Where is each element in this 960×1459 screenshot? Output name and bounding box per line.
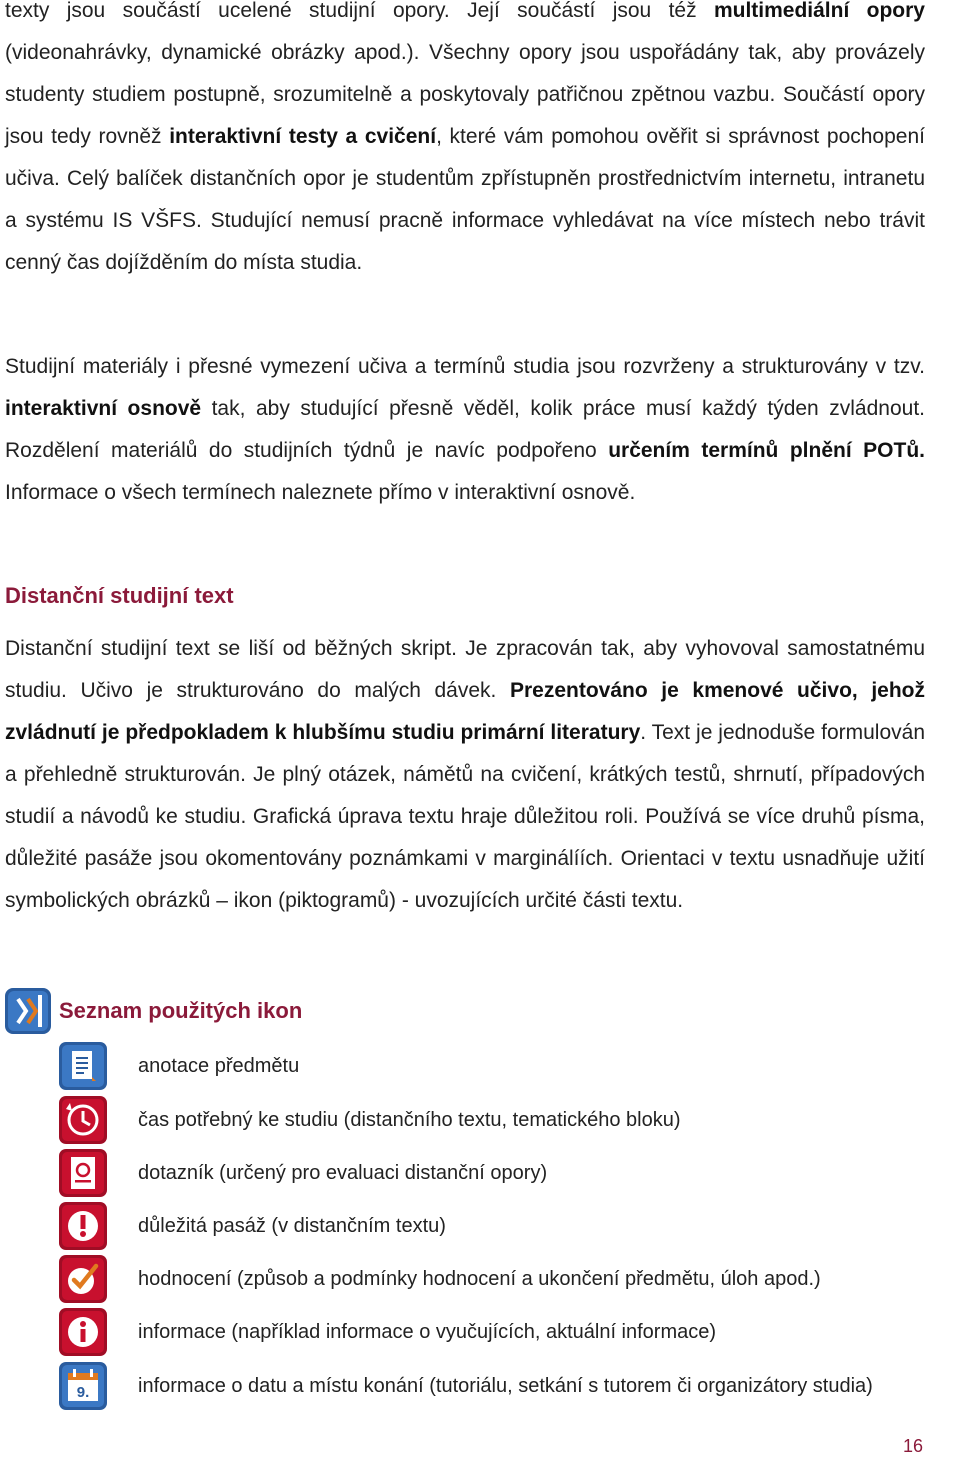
icon-label: anotace předmětu [138, 1054, 300, 1077]
icon-label: informace o datu a místu konání (tutoriálu, setkání s tutorem či organizátory studia) [138, 1374, 873, 1397]
emphasized-text: určením termínů plnění POTů. [608, 439, 925, 462]
icon-row-study-time [58, 1096, 681, 1144]
icon-row-information [58, 1308, 716, 1356]
text-segment: (videonahrávky, dynamické obrázky apod.). Všechny opory jsou uspořádány tak, aby provázely studenty studiem postupně, srozumitelně a poskytovaly patřičnou zpětnou vazbu. Součástí opory jsou tedy rovněž [5, 41, 925, 148]
icon-label: důležitá pasáž (v distančním textu) [138, 1214, 446, 1237]
paragraph-distance-text [5, 628, 925, 922]
icon-row-important [58, 1202, 446, 1250]
text-segment: . Text je jednoduše formulován a přehledně strukturován. Je plný otázek, námětů na cvičení, krátkých testů, shrnutí, případových studií a návodů ke studiu. Grafická úprava textu hraje důležitou roli. Používá se více druhů písma, důležité pasáže jsou okomentovány poznámkami v marginálíích. Orientaci v textu usnadňuje užití symbolických obrázků – ikon (piktogramů) - uvozujících určité části textu. [5, 721, 925, 912]
text-segment: texty jsou součástí ucelené studijní opory. Její součástí jsou též [5, 0, 714, 22]
important-icon [58, 1201, 108, 1251]
text-segment: Distanční studijní text se liší od běžných skript. Je zpracován tak, aby vyhovoval samostatnému studiu. Učivo je strukturováno do malých dávek. [5, 637, 925, 702]
icon-label: informace (například informace o vyučujících, aktuální informace) [138, 1320, 717, 1343]
section-heading: Distanční studijní text [5, 583, 234, 608]
icon-list-icon [4, 987, 52, 1035]
icon-label: čas potřebný ke studiu (distančního textu, tematického bloku) [138, 1108, 681, 1131]
emphasized-text: interaktivní testy a cvičení [169, 125, 437, 148]
icon-label: hodnocení (způsob a podmínky hodnocení a ukončení předmětu, úloh apod.) [138, 1267, 821, 1290]
calendar-date-glyph: 9. [76, 1384, 90, 1401]
icon-label: dotazník (určený pro evaluaci distanční opory) [138, 1161, 548, 1184]
annotation-icon [58, 1041, 108, 1091]
text-segment: Studijní materiály i přesné vymezení učiva a termínů studia jsou rozvrženy a strukturovány v tzv. [5, 355, 925, 378]
icon-row-calendar [58, 1362, 873, 1410]
emphasized-text: Prezentováno je kmenové učivo, jehož zvládnutí je předpokladem k hlubšímu studiu primární literatury [5, 679, 926, 744]
icon-row-annotation [58, 1042, 299, 1090]
questionnaire-icon [58, 1148, 108, 1198]
icon-row-evaluation [58, 1255, 821, 1303]
paragraph-interactive-syllabus [5, 346, 925, 514]
text-segment: tak, aby studující přesně věděl, kolik práce musí každý týden zvládnout. Rozdělení materiálů do studijních týdnů je navíc podpořeno [5, 397, 925, 462]
icons-heading [4, 986, 302, 1036]
text-segment: , které vám pomohou ověřit si správnost pochopení učiva. Celý balíček distančních opor je studentům zpřístupněn prostřednictvím internetu, intranetu a systému IS VŠFS. Studující nemusí pracně informace vyhledávat na více místech nebo trávit cenný čas dojížděním do místa studia. [5, 125, 925, 274]
information-icon [58, 1307, 108, 1357]
icons-heading-text: Seznam použitých ikon [59, 998, 303, 1023]
emphasized-text: interaktivní osnově [5, 397, 202, 420]
emphasized-text: multimediální opory [713, 0, 925, 22]
calendar-icon [58, 1361, 108, 1411]
study-time-icon [58, 1095, 108, 1145]
text-segment: Informace o všech termínech naleznete přímo v interaktivní osnově. [5, 481, 636, 504]
icon-row-questionnaire [58, 1149, 547, 1197]
page-number: 16 [903, 1436, 924, 1456]
evaluation-icon [58, 1254, 108, 1304]
paragraph-study-support [5, 0, 925, 284]
